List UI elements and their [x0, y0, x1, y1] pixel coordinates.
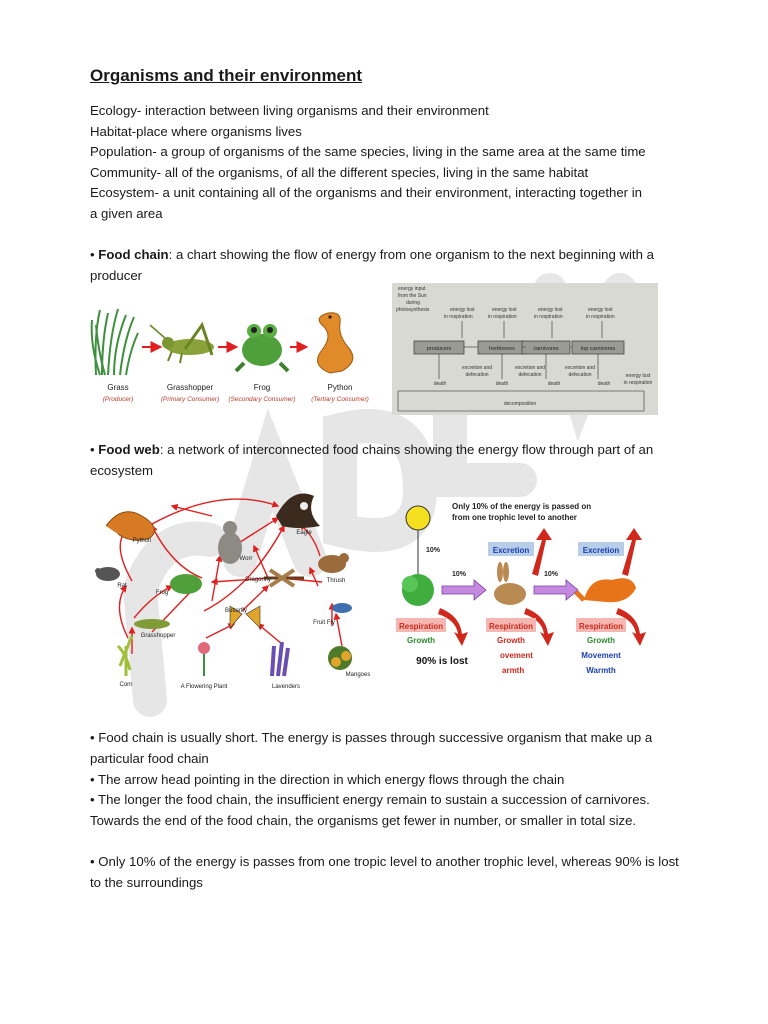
label-producer: (Producer): [102, 396, 134, 403]
web-label-thrush: Thrush: [326, 578, 346, 584]
food-web-definition: • Food web: a network of interconnected food chains showing the energy flow through part of an ecosystem: [90, 442, 654, 478]
python-web-icon: [106, 512, 155, 540]
loss-label-2a: energy lost: [492, 307, 517, 313]
worr-icon: [218, 521, 242, 564]
page-title: Organisms and their environment: [90, 66, 363, 85]
rabbit-icon: [494, 562, 526, 605]
web-label-python: Python: [132, 538, 152, 544]
label-grasshopper: Grasshopper: [166, 383, 214, 392]
loss-label-3b: in respiration: [534, 314, 563, 320]
note-food-chain-short: • Food chain is usually short. The energy is passes through successive organism that make up a particular food chain: [90, 730, 653, 766]
death-label-2: death: [495, 381, 509, 387]
respiration-label-1: Respiration: [398, 622, 444, 631]
loss-label-1a: energy lost: [450, 307, 475, 313]
note-longer-chain: • The longer the food chain, the insufficient energy remain to sustain a succession of carnivores. Towards the end of the food chain, the organisms get fewer in number, or smaller in total size.: [90, 792, 650, 828]
energy-flow-diagram: [392, 283, 658, 415]
definition-community: Community- all of the organisms, of all the different species, living in the same habitat: [90, 165, 589, 180]
lettuce-icon: [402, 574, 434, 606]
note-arrow-head: • The arrow head pointing in the direction in which energy flows through the chain: [90, 772, 565, 787]
web-label-frog: Frog: [155, 590, 169, 596]
web-label-mangoes: Mangoes: [345, 672, 371, 678]
loss-label-5b: in respiration: [623, 380, 653, 386]
loss-label-4a: energy lost: [588, 307, 613, 313]
food-chain-illustration: [90, 305, 380, 413]
energy-transfer-diagram: [384, 496, 648, 688]
exc-label-3a: excretion and: [564, 365, 596, 371]
corn-icon: [118, 636, 132, 676]
loss-label-1b: in respiration: [444, 314, 473, 320]
food-chain-term: Food chain: [98, 247, 169, 262]
pct-label-3: 10%: [544, 571, 559, 578]
label-frog: Frog: [253, 383, 271, 392]
web-label-rat: Rat: [117, 583, 127, 589]
sun-label-3: during: [406, 300, 420, 306]
web-label-worr: Worr: [239, 556, 253, 562]
sun-label-4: photosynthesis: [396, 307, 430, 313]
growth-label-1: Growth: [407, 636, 435, 645]
sun-icon: [406, 506, 430, 574]
label-python: Python: [327, 383, 353, 392]
box-producers-label: producers: [426, 346, 452, 352]
death-label-1: death: [433, 381, 447, 387]
pct-label-1: 10%: [426, 547, 441, 554]
fruit-fly-icon: [332, 603, 352, 613]
lost-label: 90% is lost: [416, 656, 468, 667]
loss-label-5a: energy lost: [625, 373, 651, 379]
respiration-label-3: Respiration: [578, 622, 624, 631]
food-web-term: Food web: [98, 442, 160, 457]
definition-ecosystem-cont: a given area: [90, 206, 163, 221]
transfer-heading-2: from one trophic level to another: [452, 513, 577, 522]
exc-label-2b: defecation: [518, 372, 542, 378]
rat-icon: [95, 567, 120, 581]
grasshopper-icon: [150, 325, 214, 363]
note-ten-percent: • Only 10% of the energy is passes from one tropic level to another trophic level, whereas 90% is lost to the surroundings: [90, 854, 679, 890]
sun-label-1: energy input: [398, 286, 426, 292]
transfer-heading-1: Only 10% of the energy is passed on: [452, 502, 592, 511]
thrush-icon: [318, 553, 349, 573]
decomposition-label: decomposition: [503, 401, 537, 407]
growth-label-2: Growth: [497, 636, 525, 645]
arrow-purple-2: [534, 580, 578, 600]
frog-icon: [236, 324, 288, 371]
grasshopper-web-icon: [134, 619, 170, 629]
web-label-dragonfly: Dragonfly: [245, 577, 271, 583]
loss-label-2b: in respiration: [488, 314, 517, 320]
label-secondary-consumer: (Secondary Consumer): [228, 396, 296, 403]
food-chain-text: : a chart showing the flow of energy from one organism to the next beginning with a producer: [90, 247, 654, 283]
exc-label-3b: defecation: [568, 372, 592, 378]
loss-label-3a: energy lost: [538, 307, 563, 313]
growth-label-3: Growth: [587, 636, 615, 645]
label-tertiary-consumer: (Tertiary Consumer): [311, 396, 369, 403]
exc-label-2a: excretion and: [514, 365, 546, 371]
web-label-corn: Corn: [119, 682, 133, 688]
food-web-text: : a network of interconnected food chains showing the energy flow through part of an ecosystem: [90, 442, 654, 478]
excretion-label-1: Excretion: [492, 546, 530, 555]
respiration-label-2: Respiration: [488, 622, 534, 631]
web-label-butterfly: Butterfly: [224, 608, 248, 614]
box-carnivores-label: carnivores: [533, 346, 559, 352]
food-chain-definition: • Food chain: a chart showing the flow of energy from one organism to the next beginning with a producer: [90, 247, 654, 283]
web-label-eagle: Eagle: [296, 530, 312, 536]
definition-population: Population- a group of organisms of the same species, living in the same area at the same time: [90, 144, 646, 159]
definition-ecology: Ecology- interaction between living organisms and their environment: [90, 103, 489, 118]
flowering-plant-icon: [198, 642, 210, 676]
definition-habitat: Habitat-place where organisms lives: [90, 124, 302, 139]
web-label-fruit-fly: Fruit Fly: [313, 620, 335, 626]
food-web-illustration: [92, 486, 380, 694]
fox-icon: [576, 578, 636, 602]
grass-icon: [92, 309, 138, 375]
eagle-icon: [276, 494, 320, 529]
pct-label-2: 10%: [452, 571, 467, 578]
arrow-purple-1: [442, 580, 486, 600]
lavenders-icon: [272, 642, 288, 676]
python-icon: [318, 313, 353, 373]
excretion-label-2: Excretion: [582, 546, 620, 555]
death-label-4: death: [597, 381, 611, 387]
label-grass: Grass: [107, 383, 129, 392]
definition-ecosystem: Ecosystem- a unit containing all of the organisms and their environment, interacting together in: [90, 185, 642, 200]
box-top-carnivores-label: top carnivores: [580, 346, 616, 352]
warmth-label-2: armth: [502, 666, 525, 675]
box-herbivores-label: herbivores: [489, 346, 515, 352]
movement-label-3: Movement: [581, 651, 621, 660]
label-primary-consumer: (Primary Consumer): [160, 396, 220, 403]
death-label-3: death: [547, 381, 561, 387]
exc-label-1b: defecation: [465, 372, 489, 378]
exc-label-1a: excretion and: [461, 365, 493, 371]
sun-label-2: from the Sun: [398, 293, 427, 299]
mangoes-icon: [328, 646, 352, 670]
web-label-lavenders: Lavenders: [271, 684, 301, 690]
frog-web-icon: [170, 574, 202, 594]
movement-label-2: ovement: [500, 651, 533, 660]
web-label-flowering-plant: A Flowering Plant: [180, 684, 228, 690]
web-label-grasshopper: Grasshopper: [140, 633, 176, 639]
warmth-label-3: Warmth: [586, 666, 616, 675]
loss-label-4b: in respiration: [586, 314, 615, 320]
